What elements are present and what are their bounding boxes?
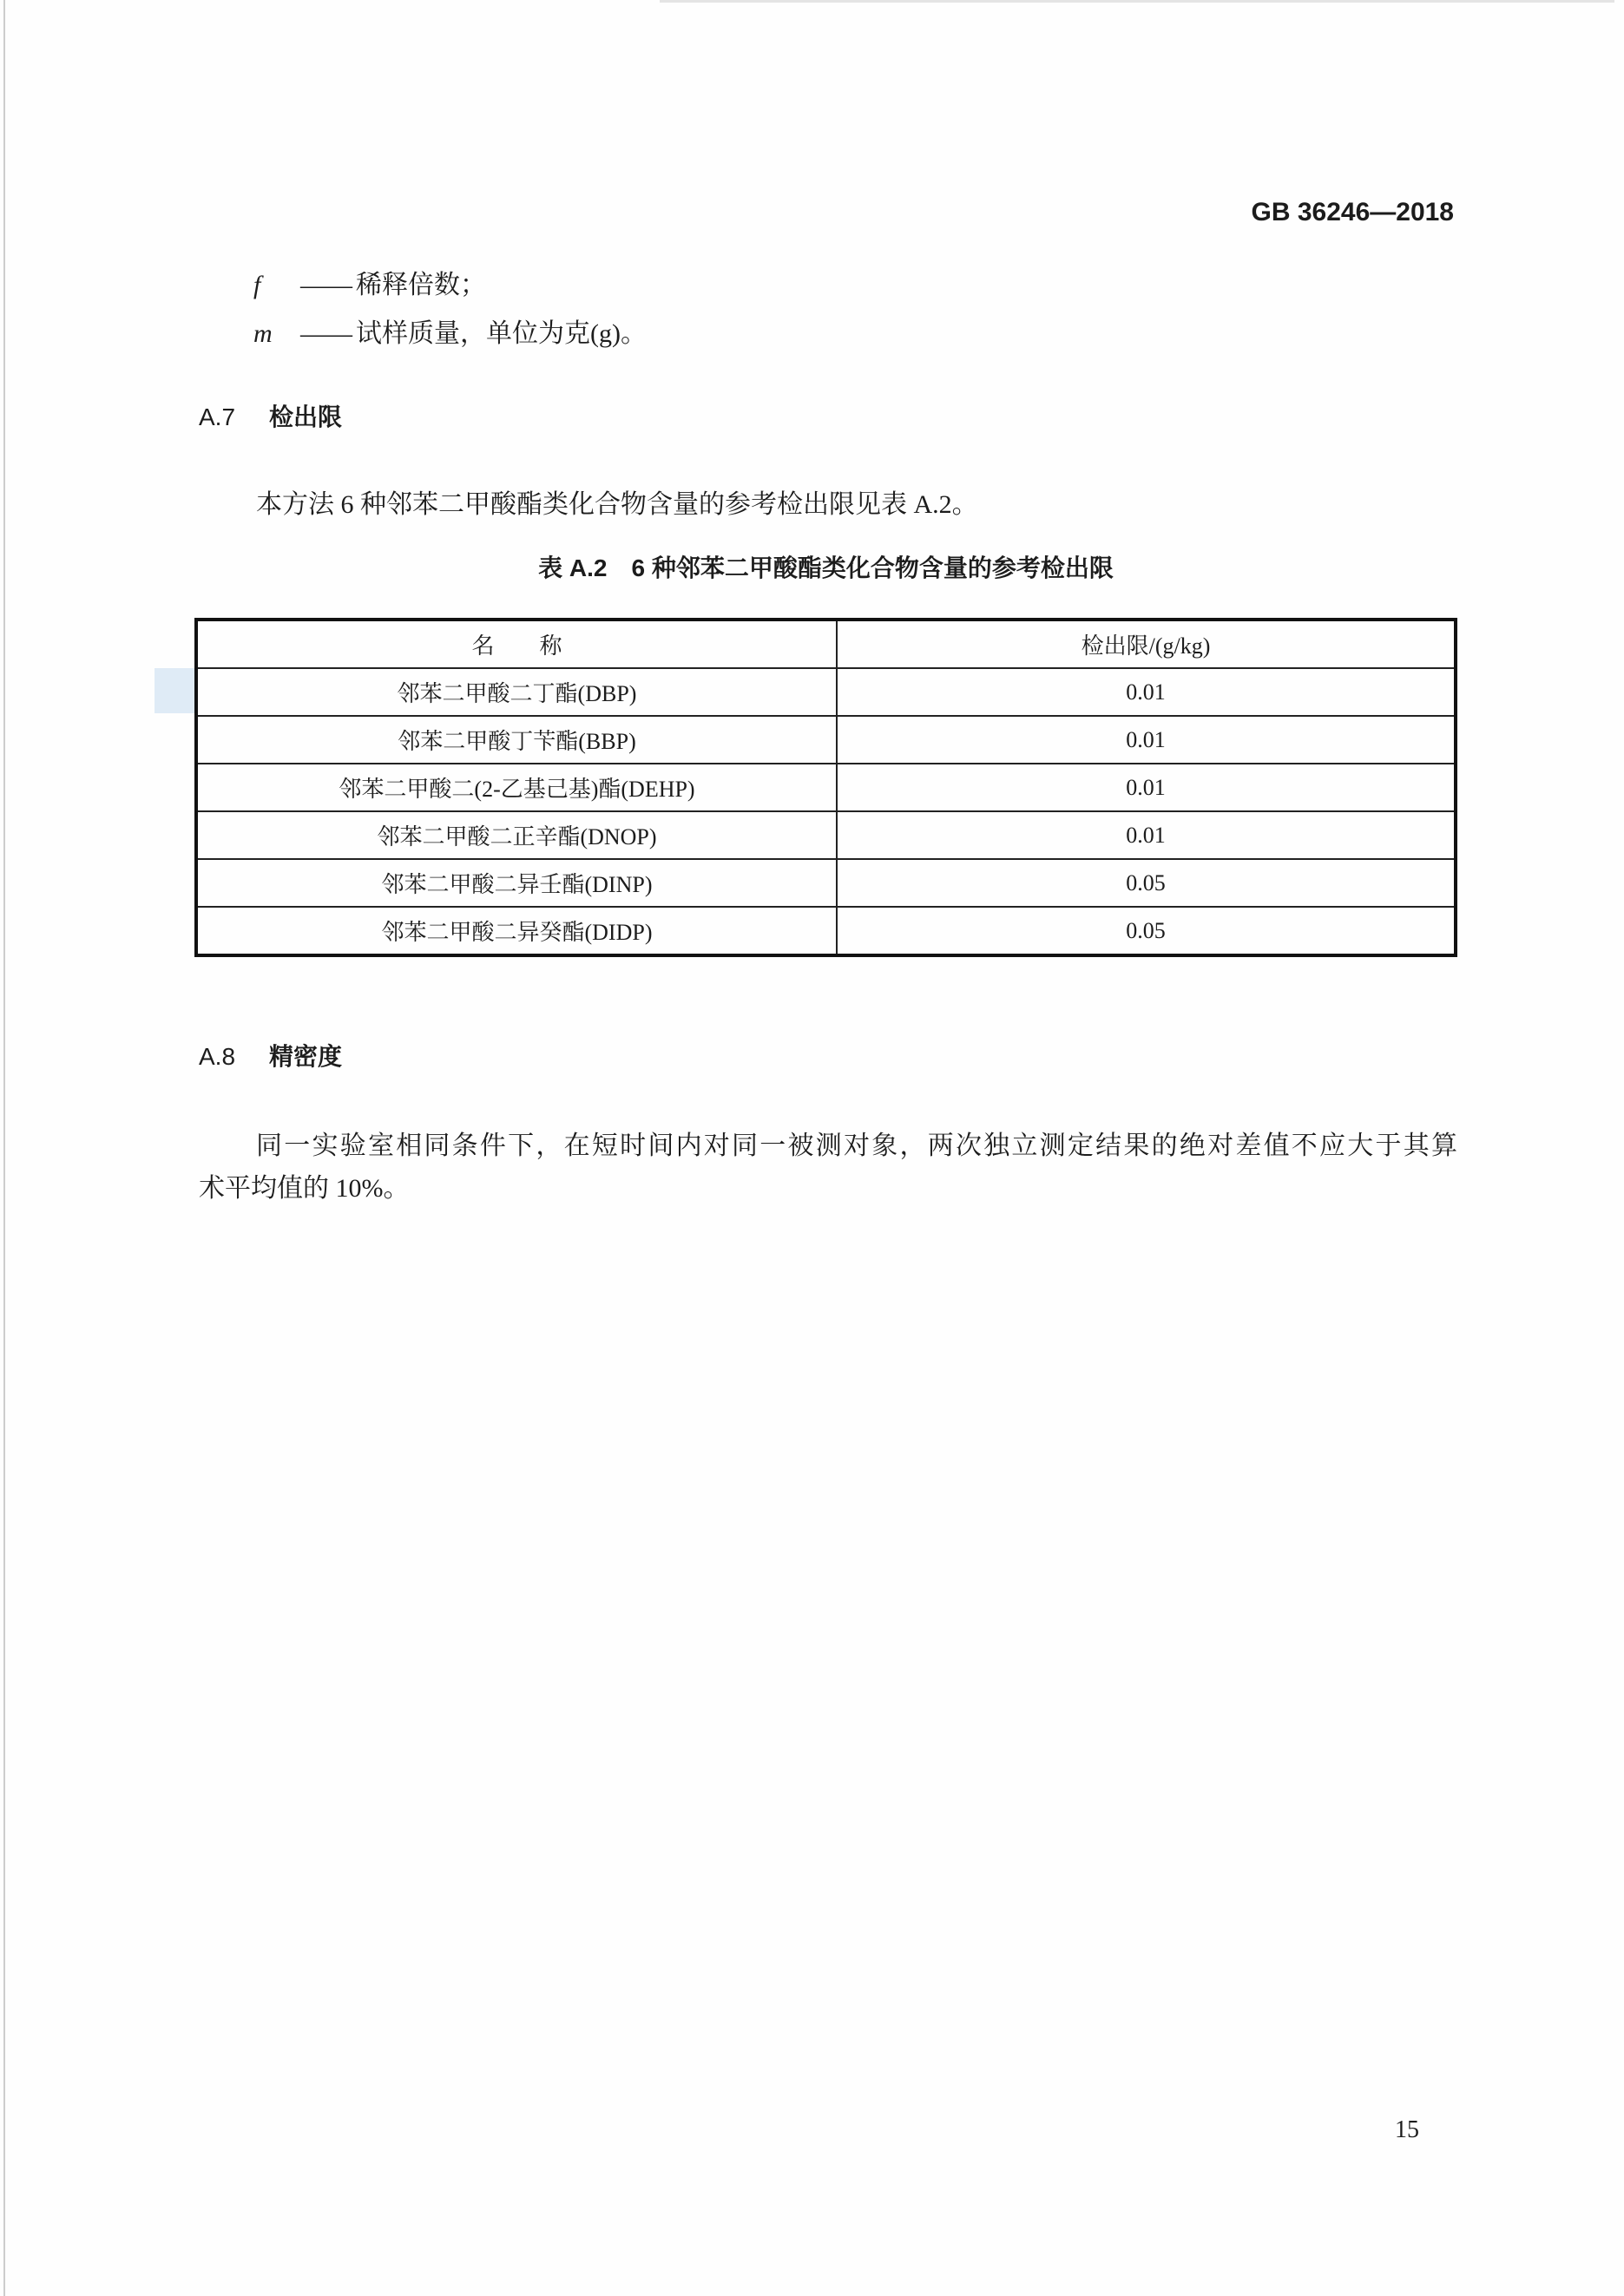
detection-limit: 0.01 bbox=[837, 716, 1456, 764]
page-number: 15 bbox=[1395, 2116, 1419, 2143]
table-caption-title: 6 种邻苯二甲酸酯类化合物含量的参考检出限 bbox=[631, 554, 1114, 581]
section-number: A.8 bbox=[199, 1043, 236, 1070]
table-row bbox=[196, 811, 1456, 859]
detection-limit: 0.05 bbox=[837, 907, 1456, 955]
variable-symbol: m bbox=[253, 319, 273, 348]
section-title: 精密度 bbox=[269, 1043, 343, 1070]
section-a8-paragraph-line-1: 同一实验室相同条件下，在短时间内对同一被测对象，两次独立测定结果的绝对差值不应大于其算 bbox=[256, 1132, 1457, 1160]
compound-name: 邻苯二甲酸二异壬酯(DINP) bbox=[196, 859, 837, 907]
compound-name: 邻苯二甲酸丁苄酯(BBP) bbox=[196, 716, 837, 764]
column-header-name: 名 称 bbox=[196, 620, 837, 668]
variable-description: 试样质量，单位为克(g)。 bbox=[356, 319, 647, 348]
detection-limit: 0.01 bbox=[837, 811, 1456, 859]
table-caption bbox=[194, 552, 1457, 585]
table-caption-number: 表 A.2 bbox=[538, 554, 608, 581]
table-header-row bbox=[196, 620, 1456, 668]
variable-dash: —— bbox=[300, 319, 352, 348]
detection-limit-table bbox=[194, 618, 1457, 957]
detection-limit: 0.01 bbox=[837, 668, 1456, 716]
variable-symbol: f bbox=[253, 271, 261, 299]
compound-name: 邻苯二甲酸二丁酯(DBP) bbox=[196, 668, 837, 716]
variable-definition-f bbox=[253, 269, 486, 302]
compound-name: 邻苯二甲酸二(2-乙基己基)酯(DEHP) bbox=[196, 764, 837, 811]
section-title: 检出限 bbox=[269, 403, 343, 430]
scan-edge-left bbox=[3, 0, 5, 2296]
table-row bbox=[196, 764, 1456, 811]
section-heading-a8 bbox=[199, 1040, 342, 1073]
table-row bbox=[196, 907, 1456, 955]
standard-number: GB 36246—2018 bbox=[1251, 198, 1454, 226]
variable-description: 稀释倍数； bbox=[356, 271, 486, 299]
section-a7-paragraph: 本方法 6 种邻苯二甲酸酯类化合物含量的参考检出限见表 A.2。 bbox=[256, 490, 978, 519]
table-row bbox=[196, 716, 1456, 764]
compound-name: 邻苯二甲酸二正辛酯(DNOP) bbox=[196, 811, 837, 859]
compound-name: 邻苯二甲酸二异癸酯(DIDP) bbox=[196, 907, 837, 955]
column-header-limit: 检出限/(g/kg) bbox=[837, 620, 1456, 668]
detection-limit: 0.01 bbox=[837, 764, 1456, 811]
variable-dash: —— bbox=[300, 271, 352, 299]
table-row bbox=[196, 668, 1456, 716]
scan-edge-top bbox=[660, 0, 1614, 3]
variable-definition-m bbox=[253, 318, 647, 351]
section-heading-a7 bbox=[199, 401, 342, 434]
margin-stamp bbox=[155, 668, 194, 713]
section-number: A.7 bbox=[199, 403, 236, 430]
detection-limit: 0.05 bbox=[837, 859, 1456, 907]
table-row bbox=[196, 859, 1456, 907]
section-a8-paragraph-line-2: 术平均值的 10%。 bbox=[199, 1174, 410, 1203]
